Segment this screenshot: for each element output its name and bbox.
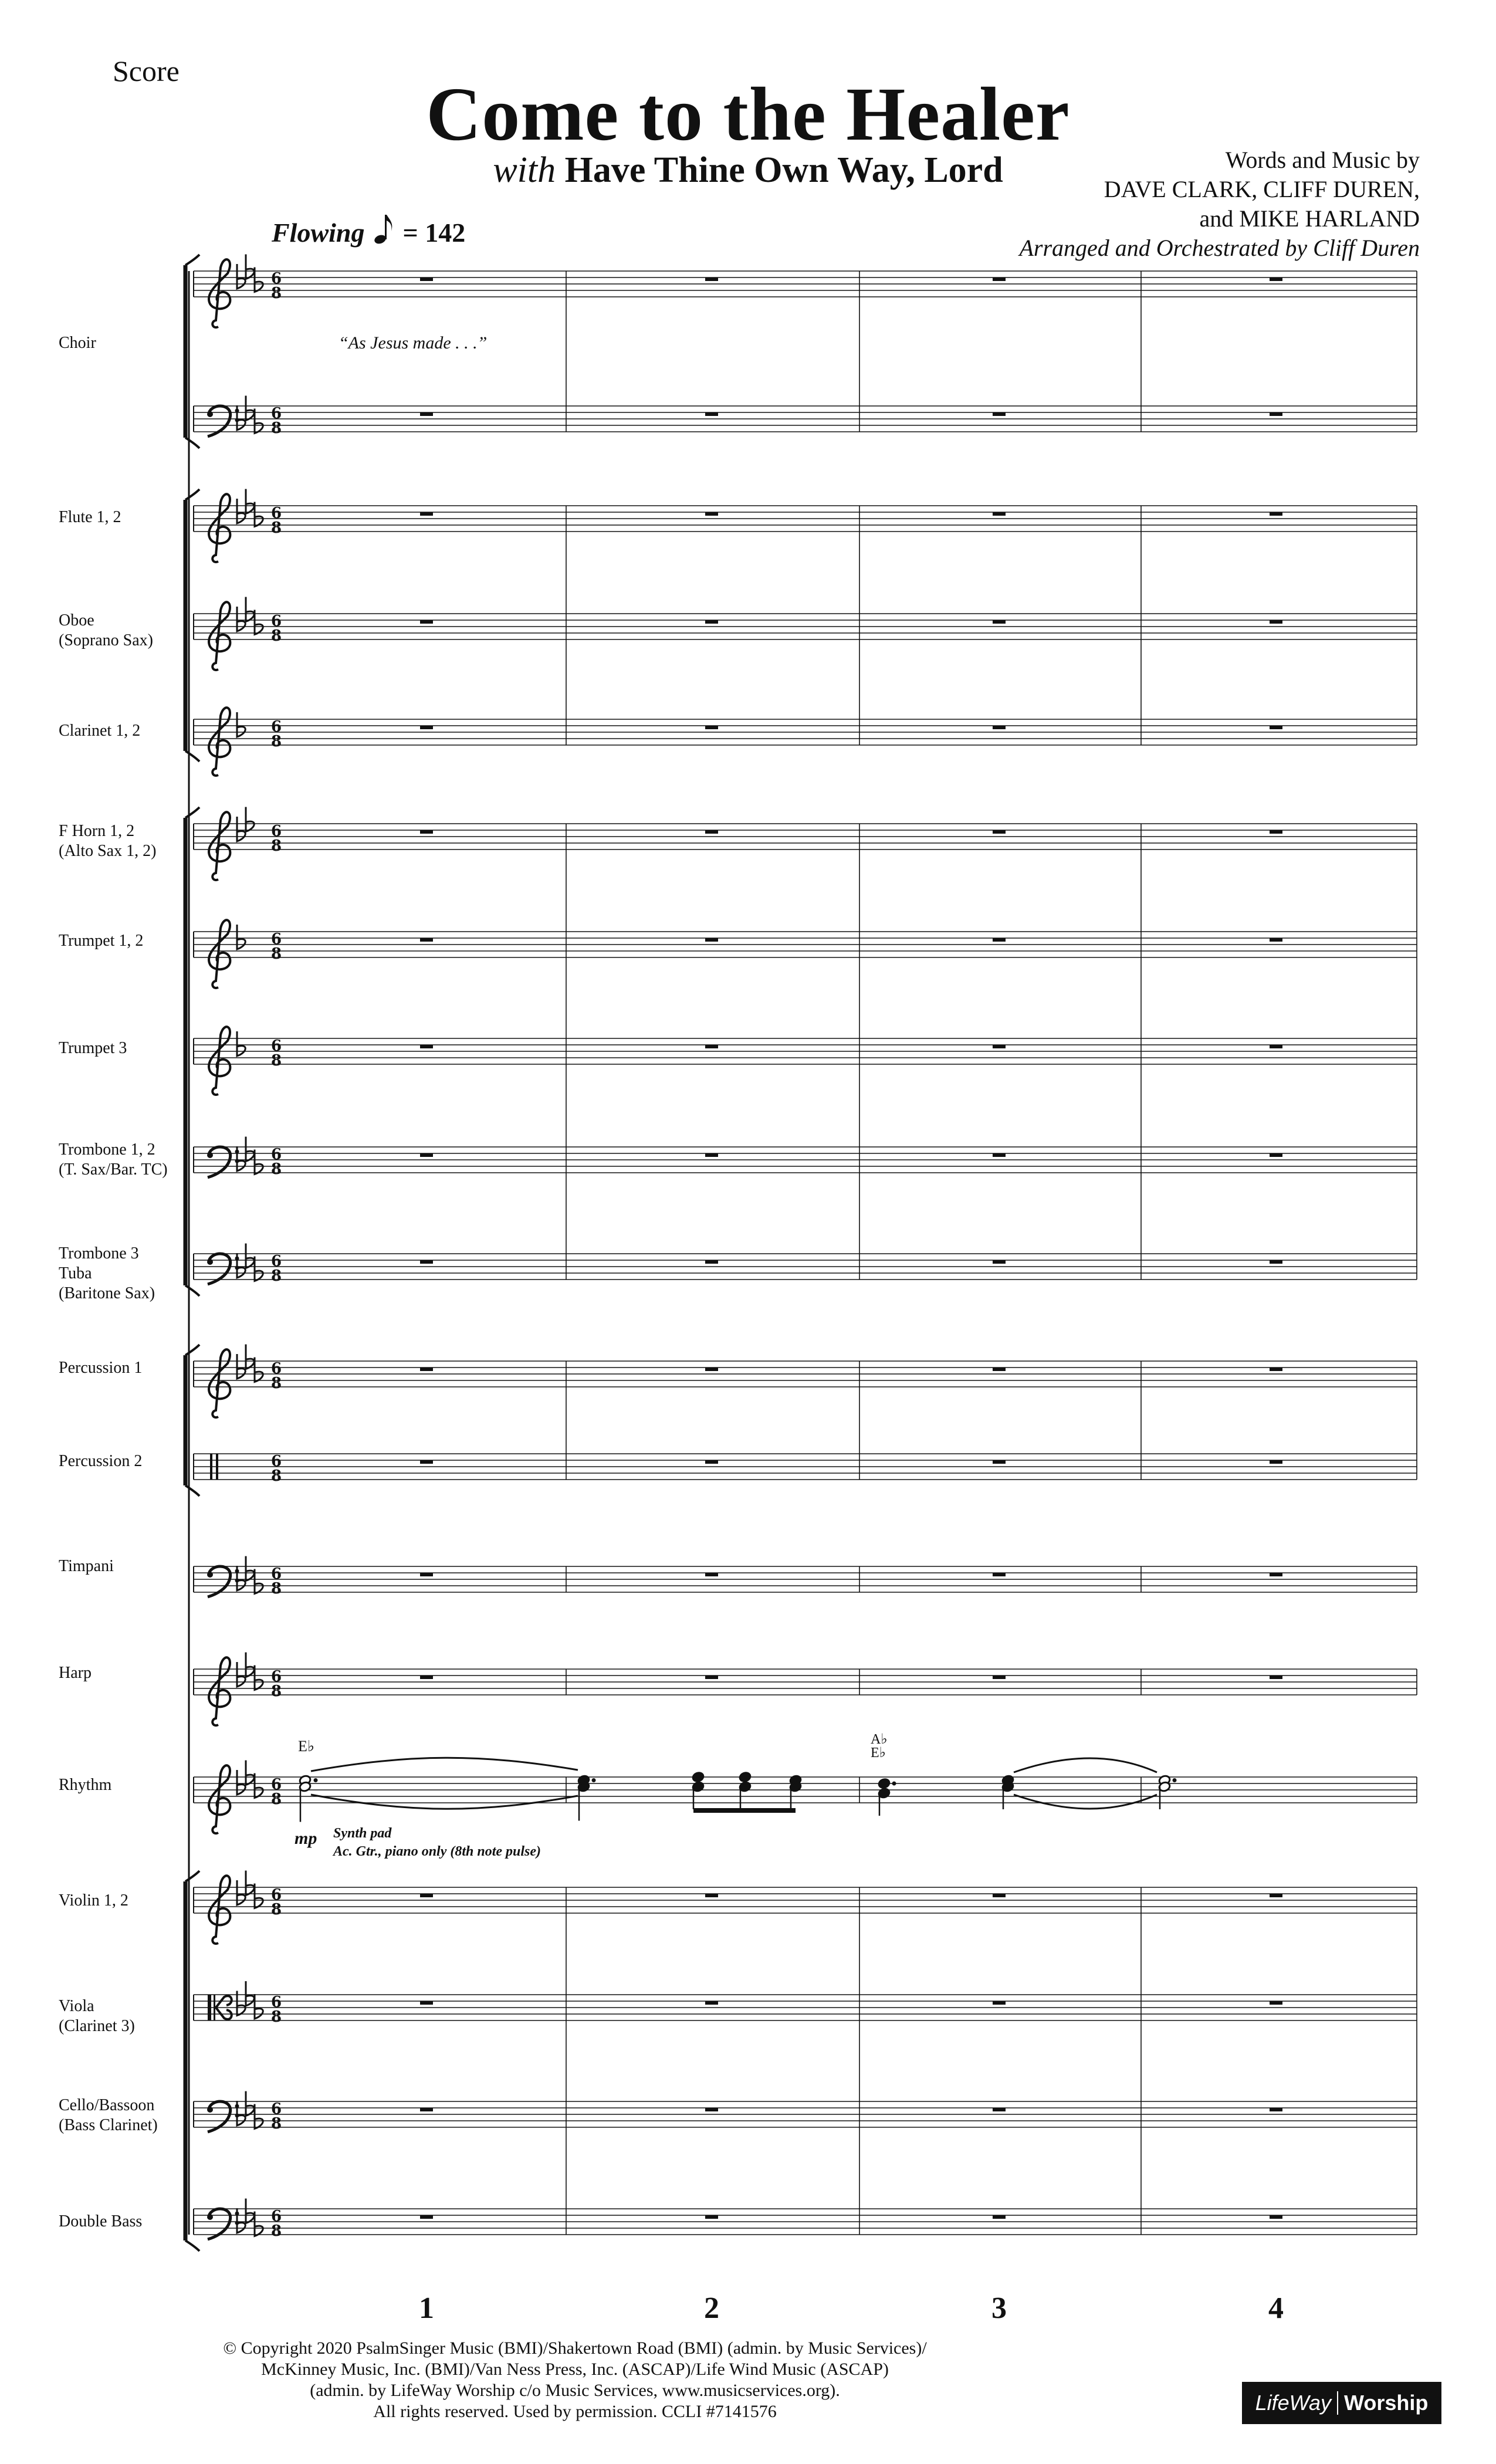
time-signature-bottom: 8 bbox=[271, 627, 282, 645]
time-signature-bottom: 8 bbox=[271, 733, 282, 750]
part-name-label: Flute 1, 2 bbox=[59, 508, 121, 526]
treble-clef-icon bbox=[209, 708, 230, 776]
time-signature-bottom: 8 bbox=[271, 1160, 282, 1178]
whole-rest-icon bbox=[1270, 1894, 1282, 1897]
time-signature-bottom: 8 bbox=[271, 837, 282, 855]
whole-rest-icon bbox=[993, 277, 1006, 281]
time-signature-bottom: 8 bbox=[271, 1683, 282, 1700]
whole-rest-icon bbox=[993, 830, 1006, 834]
part-name-label: Clarinet 1, 2 bbox=[59, 722, 141, 740]
strings-bracket-top bbox=[185, 1871, 199, 1881]
whole-rest-icon bbox=[420, 277, 433, 281]
copyright-notice bbox=[0, 2338, 1150, 2422]
part-name-line: Oboe bbox=[59, 611, 94, 629]
part-name-label: Percussion 1 bbox=[59, 1359, 143, 1377]
time-signature-top: 6 bbox=[271, 1253, 282, 1270]
whole-rest-icon bbox=[705, 512, 718, 516]
key-flat-icon bbox=[246, 2091, 254, 2116]
whole-rest-icon bbox=[705, 1153, 718, 1157]
whole-rest-icon bbox=[1270, 2215, 1282, 2219]
part-name-label: Choir bbox=[59, 334, 96, 352]
time-signature-bottom: 8 bbox=[271, 945, 282, 963]
whole-rest-icon bbox=[993, 2108, 1006, 2111]
treble-clef-icon bbox=[209, 920, 230, 988]
choir-lyric-cue: “As Jesus made . . .” bbox=[339, 333, 488, 353]
time-signature-top: 6 bbox=[271, 1886, 282, 1904]
logo-worship: Worship bbox=[1344, 2391, 1429, 2415]
key-flat-icon bbox=[237, 1770, 245, 1795]
note-head bbox=[878, 1778, 891, 1789]
key-flat-icon bbox=[237, 925, 245, 949]
key-flat-icon bbox=[237, 264, 245, 289]
whole-rest-icon bbox=[1270, 938, 1282, 942]
dot bbox=[592, 1778, 596, 1782]
measure-number: 1 bbox=[419, 2292, 434, 2325]
time-signature-bottom: 8 bbox=[271, 1467, 282, 1485]
whole-rest-icon bbox=[705, 277, 718, 281]
time-signature-bottom: 8 bbox=[271, 285, 282, 302]
whole-rest-icon bbox=[993, 1368, 1006, 1371]
percussion-bracket-top bbox=[185, 1345, 199, 1355]
time-signature-top: 6 bbox=[271, 823, 282, 840]
percussion-clef-icon bbox=[210, 1454, 212, 1480]
key-flat-icon bbox=[237, 1354, 245, 1379]
key-flat-icon bbox=[246, 1761, 254, 1785]
dot bbox=[314, 1778, 318, 1782]
brass-bracket-bottom bbox=[185, 1285, 199, 1296]
whole-rest-icon bbox=[420, 1894, 433, 1897]
part-name-line: (Clarinet 3) bbox=[59, 2017, 135, 2035]
key-flat-icon bbox=[237, 817, 245, 841]
time-signature-top: 6 bbox=[271, 270, 282, 287]
choir-bracket-top bbox=[185, 255, 199, 265]
publisher-logo bbox=[1242, 2382, 1441, 2424]
whole-rest-icon bbox=[705, 2001, 718, 2005]
song-title: Come to the Healer bbox=[426, 72, 1070, 157]
whole-rest-icon bbox=[993, 1676, 1006, 1679]
whole-rest-icon bbox=[1270, 1045, 1282, 1048]
measure-number: 2 bbox=[704, 2292, 719, 2325]
part-name-line: Cello/Bassoon bbox=[59, 2096, 155, 2114]
bass-clef-dot bbox=[207, 1152, 213, 1158]
tie bbox=[1014, 1758, 1157, 1772]
whole-rest-icon bbox=[1270, 1153, 1282, 1157]
whole-rest-icon bbox=[993, 512, 1006, 516]
treble-clef-icon bbox=[209, 259, 230, 327]
choir-bracket-bottom bbox=[185, 438, 199, 448]
time-signature-bottom: 8 bbox=[271, 2222, 282, 2240]
key-flat-icon bbox=[237, 607, 245, 631]
time-signature-bottom: 8 bbox=[271, 1267, 282, 1285]
key-flat-icon bbox=[246, 1137, 254, 1162]
rhythm-instruction: Synth pad bbox=[333, 1826, 392, 1841]
time-signature-bottom: 8 bbox=[271, 1375, 282, 1392]
whole-rest-icon bbox=[993, 2001, 1006, 2005]
treble-clef-icon bbox=[209, 602, 230, 670]
whole-rest-icon bbox=[420, 1573, 433, 1576]
whole-rest-icon bbox=[420, 2001, 433, 2005]
dot bbox=[1173, 1778, 1177, 1782]
part-name-line: (Bass Clarinet) bbox=[59, 2116, 158, 2134]
key-flat-icon bbox=[246, 1556, 254, 1581]
key-flat-icon bbox=[246, 1871, 254, 1896]
whole-rest-icon bbox=[420, 412, 433, 416]
whole-rest-icon bbox=[705, 830, 718, 834]
whole-rest-icon bbox=[993, 938, 1006, 942]
whole-rest-icon bbox=[420, 1045, 433, 1048]
copyright-line: McKinney Music, Inc. (BMI)/Van Ness Press, Inc. (ASCAP)/Life Wind Music (ASCAP) bbox=[261, 2360, 889, 2379]
time-signature-top: 6 bbox=[271, 718, 282, 736]
key-flat-icon bbox=[246, 1244, 254, 1268]
time-signature-top: 6 bbox=[271, 1146, 282, 1163]
part-name-label: Rhythm bbox=[59, 1776, 112, 1794]
whole-rest-icon bbox=[1270, 1676, 1282, 1679]
treble-clef-icon bbox=[209, 494, 230, 562]
whole-rest-icon bbox=[420, 2108, 433, 2111]
time-signature-top: 6 bbox=[271, 2208, 282, 2225]
whole-rest-icon bbox=[993, 412, 1006, 416]
time-signature-top: 6 bbox=[271, 1993, 282, 2011]
logo-divider bbox=[1337, 2391, 1338, 2415]
part-name-label: Harp bbox=[59, 1664, 92, 1682]
time-signature-top: 6 bbox=[271, 2100, 282, 2118]
time-signature-top: 6 bbox=[271, 1565, 282, 1583]
whole-rest-icon bbox=[705, 620, 718, 624]
woodwind-bracket-bottom bbox=[185, 751, 199, 761]
time-signature-top: 6 bbox=[271, 1453, 282, 1470]
time-signature-bottom: 8 bbox=[271, 519, 282, 537]
part-name-line: Trombone 1, 2 bbox=[59, 1140, 155, 1159]
part-name-line: Trombone 3 bbox=[59, 1244, 139, 1263]
whole-rest-icon bbox=[993, 1460, 1006, 1464]
part-name-label: Timpani bbox=[59, 1557, 114, 1575]
whole-rest-icon bbox=[705, 1368, 718, 1371]
copyright-line: All rights reserved. Used by permission. CCLI #7141576 bbox=[373, 2402, 777, 2421]
strings-bracket-bottom bbox=[185, 2240, 199, 2251]
key-flat-icon bbox=[246, 1653, 254, 1677]
whole-rest-icon bbox=[1270, 726, 1282, 729]
arranger-credit: Arranged and Orchestrated by Cliff Duren bbox=[1019, 235, 1420, 261]
time-signature-top: 6 bbox=[271, 1360, 282, 1377]
key-flat-icon bbox=[246, 1981, 254, 2006]
whole-rest-icon bbox=[420, 1260, 433, 1264]
bass-clef-dot bbox=[207, 1572, 213, 1578]
whole-rest-icon bbox=[1270, 412, 1282, 416]
whole-rest-icon bbox=[705, 412, 718, 416]
key-flat-icon bbox=[237, 1880, 245, 1905]
treble-clef-icon bbox=[209, 1876, 230, 1944]
percussion-clef-bar bbox=[216, 1454, 218, 1480]
whole-rest-icon bbox=[705, 1894, 718, 1897]
dot bbox=[892, 1782, 896, 1786]
treble-clef-icon bbox=[209, 1349, 230, 1417]
time-signature-bottom: 8 bbox=[271, 1052, 282, 1069]
part-name-label: Trumpet 1, 2 bbox=[59, 932, 144, 950]
measure-number: 4 bbox=[1268, 2292, 1284, 2325]
whole-rest-icon bbox=[1270, 2001, 1282, 2005]
part-name-line: (Alto Sax 1, 2) bbox=[59, 842, 157, 860]
whole-rest-icon bbox=[1270, 1573, 1282, 1576]
time-signature-top: 6 bbox=[271, 1776, 282, 1793]
whole-rest-icon bbox=[1270, 1460, 1282, 1464]
bass-clef-dot bbox=[207, 2107, 213, 2113]
credit-line: and MIKE HARLAND bbox=[1199, 205, 1420, 232]
key-flat-icon bbox=[246, 2199, 254, 2223]
tie bbox=[311, 1758, 578, 1771]
treble-clef-icon bbox=[209, 1765, 230, 1833]
key-flat-icon bbox=[246, 489, 254, 514]
part-name-line: Tuba bbox=[59, 1264, 92, 1282]
part-name-line: (T. Sax/Bar. TC) bbox=[59, 1160, 168, 1179]
woodwind-bracket-top bbox=[185, 489, 199, 500]
whole-rest-icon bbox=[420, 938, 433, 942]
subtitle-medley: Have Thine Own Way, Lord bbox=[564, 150, 1003, 190]
chord-symbol-bottom: E♭ bbox=[871, 1745, 886, 1761]
whole-rest-icon bbox=[1270, 830, 1282, 834]
whole-rest-icon bbox=[705, 938, 718, 942]
whole-rest-icon bbox=[705, 2108, 718, 2111]
time-signature-bottom: 8 bbox=[271, 1791, 282, 1808]
tempo-value: = 142 bbox=[402, 218, 466, 248]
time-signature-top: 6 bbox=[271, 1037, 282, 1055]
whole-rest-icon bbox=[420, 726, 433, 729]
credit-line: DAVE CLARK, CLIFF DUREN, bbox=[1104, 176, 1420, 202]
time-signature-top: 6 bbox=[271, 1668, 282, 1685]
whole-rest-icon bbox=[993, 2215, 1006, 2219]
whole-rest-icon bbox=[705, 1676, 718, 1679]
treble-clef-icon bbox=[209, 1027, 230, 1095]
time-signature-bottom: 8 bbox=[271, 2115, 282, 2133]
time-signature-top: 6 bbox=[271, 405, 282, 422]
score-label: Score bbox=[113, 55, 180, 87]
key-flat-icon bbox=[255, 1994, 263, 2019]
treble-clef-icon bbox=[209, 812, 230, 880]
chord-symbol: E♭ bbox=[298, 1738, 315, 1755]
whole-rest-icon bbox=[705, 1260, 718, 1264]
whole-rest-icon bbox=[1270, 620, 1282, 624]
alto-clef-icon bbox=[208, 1995, 211, 2020]
bass-clef-dot bbox=[207, 411, 213, 417]
whole-rest-icon bbox=[993, 1894, 1006, 1897]
note-head bbox=[739, 1771, 752, 1782]
part-name-line: (Soprano Sax) bbox=[59, 631, 153, 649]
bass-clef-dot bbox=[207, 2214, 213, 2220]
key-flat-icon bbox=[246, 807, 254, 832]
time-signature-bottom: 8 bbox=[271, 2008, 282, 2026]
bass-clef-dot bbox=[207, 1259, 213, 1265]
whole-rest-icon bbox=[420, 830, 433, 834]
time-signature-top: 6 bbox=[271, 930, 282, 948]
subtitle-with: with bbox=[493, 150, 556, 190]
whole-rest-icon bbox=[1270, 1368, 1282, 1371]
whole-rest-icon bbox=[705, 1045, 718, 1048]
whole-rest-icon bbox=[993, 1153, 1006, 1157]
time-signature-top: 6 bbox=[271, 612, 282, 630]
key-flat-icon bbox=[246, 1345, 254, 1369]
key-flat-icon bbox=[246, 396, 254, 421]
credit-line: Words and Music by bbox=[1225, 147, 1420, 173]
key-flat-icon bbox=[237, 1662, 245, 1687]
whole-rest-icon bbox=[705, 2215, 718, 2219]
whole-rest-icon bbox=[1270, 2108, 1282, 2111]
whole-rest-icon bbox=[993, 1045, 1006, 1048]
time-signature-top: 6 bbox=[271, 505, 282, 522]
whole-rest-icon bbox=[420, 1460, 433, 1464]
chord-symbol-top: A♭ bbox=[871, 1732, 888, 1747]
part-name-label: Trumpet 3 bbox=[59, 1039, 127, 1057]
key-flat-icon bbox=[237, 1031, 245, 1056]
whole-rest-icon bbox=[1270, 1260, 1282, 1264]
key-flat-icon bbox=[237, 499, 245, 523]
beam bbox=[693, 1808, 796, 1813]
time-signature-bottom: 8 bbox=[271, 1901, 282, 1918]
part-name-line: F Horn 1, 2 bbox=[59, 822, 135, 840]
part-name-label: Percussion 2 bbox=[59, 1452, 143, 1470]
part-name-line: Viola bbox=[59, 1997, 94, 2015]
copyright-line: (admin. by LifeWay Worship c/o Music Services, www.musicservices.org). bbox=[310, 2381, 840, 2400]
key-flat-icon bbox=[246, 255, 254, 279]
whole-rest-icon bbox=[1270, 277, 1282, 281]
whole-rest-icon bbox=[420, 1368, 433, 1371]
measure-number: 3 bbox=[991, 2292, 1007, 2325]
part-name-label: Double Bass bbox=[59, 2212, 143, 2231]
whole-rest-icon bbox=[420, 1676, 433, 1679]
time-signature-bottom: 8 bbox=[271, 1580, 282, 1597]
whole-rest-icon bbox=[993, 1260, 1006, 1264]
note-head bbox=[692, 1771, 705, 1782]
whole-rest-icon bbox=[993, 620, 1006, 624]
whole-rest-icon bbox=[993, 1573, 1006, 1576]
key-flat-icon bbox=[246, 597, 254, 622]
whole-rest-icon bbox=[1270, 512, 1282, 516]
brass-bracket-top bbox=[185, 807, 199, 818]
tempo-word: Flowing bbox=[272, 218, 365, 248]
whole-rest-icon bbox=[420, 2215, 433, 2219]
key-flat-icon bbox=[237, 712, 245, 737]
whole-rest-icon bbox=[420, 1153, 433, 1157]
alto-clef-bar bbox=[214, 1995, 215, 2020]
percussion-bracket-bottom bbox=[185, 1485, 199, 1496]
part-name-label: Violin 1, 2 bbox=[59, 1891, 128, 1910]
time-signature-bottom: 8 bbox=[271, 419, 282, 437]
whole-rest-icon bbox=[705, 1460, 718, 1464]
logo-brand: LifeWay bbox=[1255, 2391, 1332, 2415]
dynamic-mark: mp bbox=[295, 1829, 317, 1848]
whole-rest-icon bbox=[993, 726, 1006, 729]
rhythm-instruction: Ac. Gtr., piano only (8th note pulse) bbox=[333, 1844, 541, 1859]
treble-clef-icon bbox=[209, 1657, 230, 1725]
whole-rest-icon bbox=[420, 512, 433, 516]
whole-rest-icon bbox=[705, 1573, 718, 1576]
copyright-line: © Copyright 2020 PsalmSinger Music (BMI)/Shakertown Road (BMI) (admin. by Music Services)/ bbox=[223, 2338, 927, 2358]
whole-rest-icon bbox=[705, 726, 718, 729]
whole-rest-icon bbox=[420, 620, 433, 624]
part-name-line: (Baritone Sax) bbox=[59, 1284, 155, 1302]
